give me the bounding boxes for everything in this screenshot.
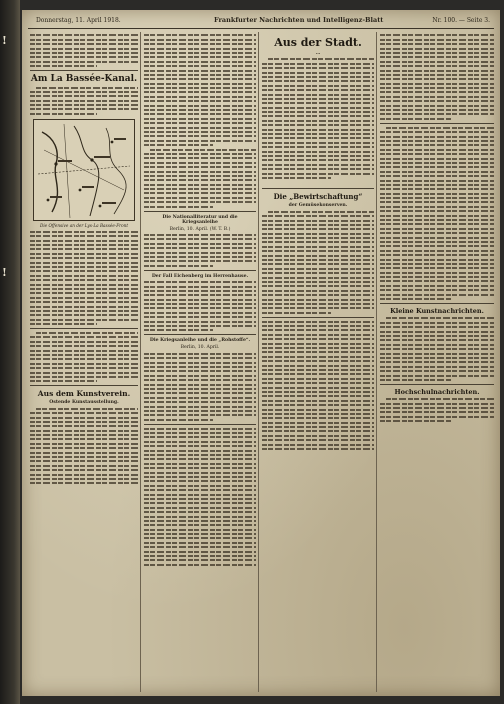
edge-mark: ! — [2, 34, 7, 47]
column-4 — [380, 32, 494, 692]
article-body — [144, 281, 256, 331]
divider — [144, 270, 256, 271]
article-body — [144, 353, 256, 421]
headline-hochschulnachrichten: Hochschulnachrichten. — [394, 387, 480, 396]
column-rule — [140, 32, 141, 692]
divider — [144, 424, 256, 425]
page-header — [28, 14, 494, 29]
header-issue: Nr. 100. — Seite 3. — [432, 17, 490, 24]
headline-kunstverein: Aus dem Kunstverein. — [37, 389, 131, 399]
column-rule — [258, 32, 259, 692]
header-newspaper-title: Frankfurter Nachrichten und Intelligenz-Blatt — [214, 16, 384, 24]
article-body — [380, 127, 494, 300]
article-body — [144, 428, 256, 566]
front-map — [33, 119, 135, 221]
article-body — [30, 231, 138, 325]
article-body — [262, 321, 374, 450]
column-2 — [144, 32, 256, 692]
headline-la-bassee: Am La Bassée-Kanal. — [30, 74, 138, 85]
headline-aus-der-stadt: Aus der Stadt. — [274, 36, 362, 49]
headline-bewirtschaftung: Die „Bewirtschaftung“ — [273, 192, 363, 202]
headline-rohstoffe: Die Kriegsanleihe und die „Rohstoffe“. — [149, 338, 251, 344]
article-body — [30, 34, 138, 67]
divider — [380, 384, 494, 385]
article-body — [30, 87, 138, 115]
binding-edge — [0, 0, 20, 704]
column-rule — [376, 32, 377, 692]
headline-nationalliteratur: Die Nationalliteratur und die Kriegsanleihe — [162, 214, 238, 225]
divider — [30, 385, 138, 386]
article-body — [30, 332, 138, 382]
divider — [30, 328, 138, 329]
divider — [380, 303, 494, 304]
divider — [262, 317, 374, 318]
map-caption: Die Offensive an der Lys-La Bassée-Front — [39, 222, 129, 228]
divider — [144, 211, 256, 212]
subheadline-kunstverein: Ostende Kunstausstellung. — [49, 400, 119, 406]
article-body — [30, 408, 138, 485]
article-body — [380, 398, 494, 422]
newspaper-page — [22, 10, 500, 696]
headline-herrenhaus: Der Fall Eichenberg im Herrenhause. — [151, 273, 249, 279]
article-body — [380, 317, 494, 380]
divider — [30, 70, 138, 71]
divider — [262, 188, 374, 189]
header-date: Donnerstag, 11. April 1918. — [36, 17, 121, 24]
dateline: Berlin, 10. April. (W. T. B.) — [169, 226, 231, 232]
article-body — [144, 234, 256, 267]
subheadline-gemuesekonserven: der Gemüsekonserven. — [288, 203, 348, 209]
dateline: Berlin, 10. April. — [180, 345, 220, 351]
column-1 — [30, 32, 138, 692]
edge-mark: ! — [2, 266, 7, 279]
article-body — [380, 34, 494, 119]
divider — [380, 123, 494, 124]
column-3 — [262, 32, 374, 692]
article-body — [262, 58, 374, 179]
divider — [144, 334, 256, 335]
headline-dots: ... — [315, 51, 321, 56]
headline-kunstnachrichten: Kleine Kunstnachrichten. — [390, 307, 484, 316]
article-body — [262, 211, 374, 314]
article-body — [144, 34, 256, 207]
